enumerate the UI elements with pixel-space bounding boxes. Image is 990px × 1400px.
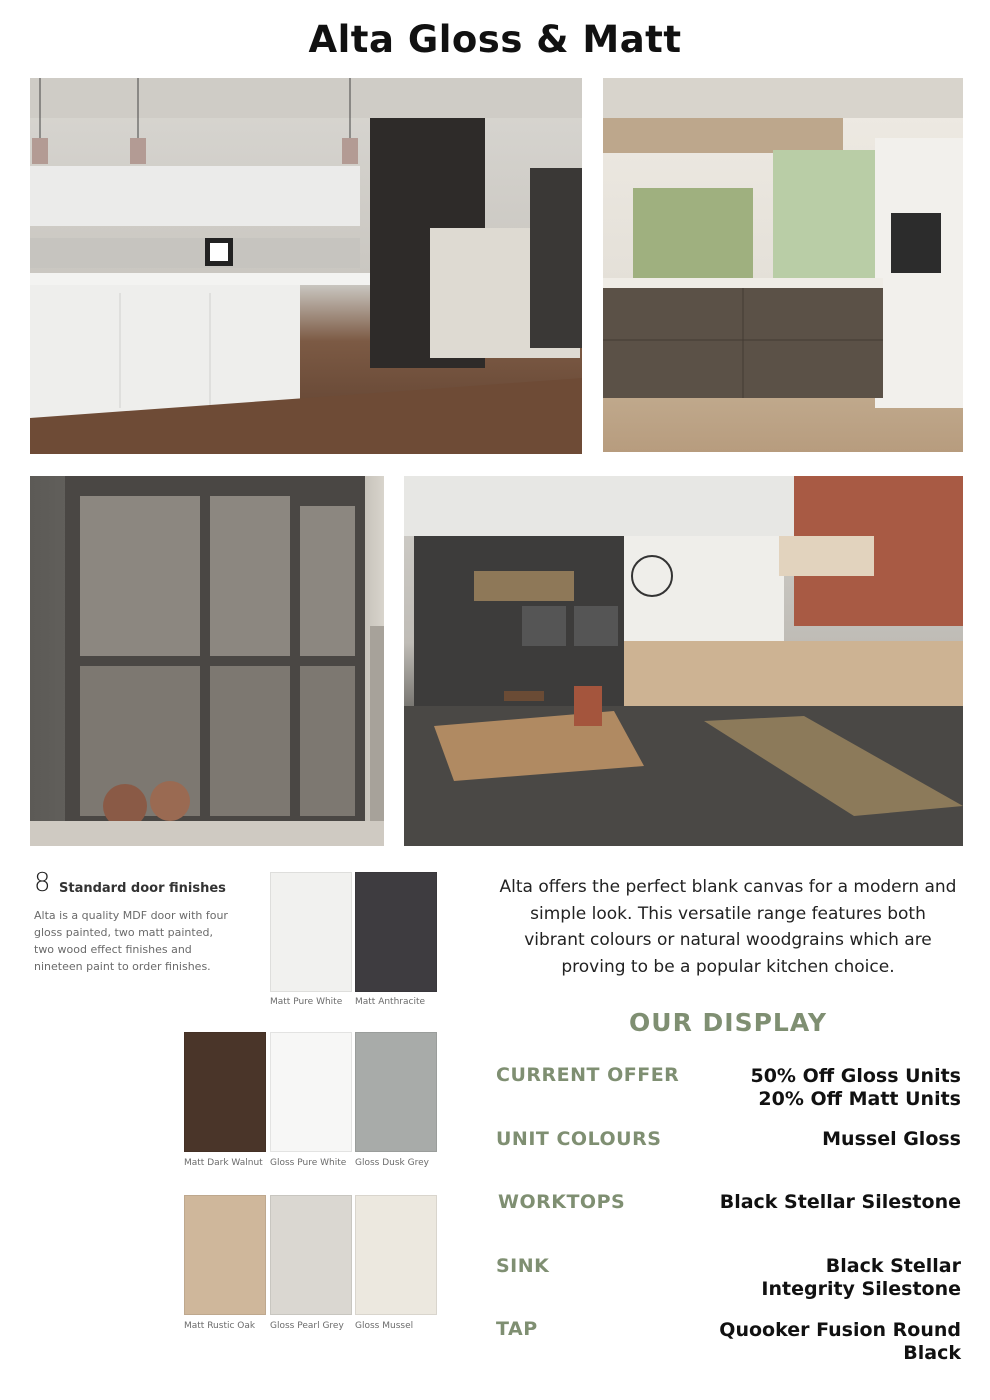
display-value-unit-colours: Mussel Gloss bbox=[822, 1128, 961, 1150]
kitchen-photo-gloss-white bbox=[30, 78, 582, 454]
swatch-matt-pure-white bbox=[270, 872, 352, 992]
swatch-label: Gloss Pure White bbox=[270, 1158, 347, 1168]
display-value-worktops: Black Stellar Silestone bbox=[719, 1191, 961, 1213]
swatch-matt-dark-walnut bbox=[184, 1032, 266, 1152]
display-label-current-offer: CURRENT OFFER bbox=[496, 1064, 680, 1086]
display-heading: OUR DISPLAY bbox=[629, 1008, 827, 1037]
swatch-matt-rustic-oak bbox=[184, 1195, 266, 1315]
swatch-label: Matt Anthracite bbox=[355, 997, 426, 1007]
intro-paragraph: Alta offers the perfect blank canvas for a modern and simple look. This versatile range features both vibrant colours or natural woodgrains which are proving to be a popular kitchen choice. bbox=[499, 877, 957, 977]
swatch-label: Matt Dark Walnut bbox=[184, 1158, 263, 1168]
display-value-sink: Black Stellar Integrity Silestone bbox=[761, 1255, 961, 1300]
swatch-gloss-dusk-grey bbox=[355, 1032, 437, 1152]
swatch-label: Matt Pure White bbox=[270, 997, 343, 1007]
display-label-unit-colours: UNIT COLOURS bbox=[496, 1128, 662, 1150]
swatch-label: Gloss Mussel bbox=[355, 1321, 414, 1331]
finish-count: 8 bbox=[34, 868, 51, 898]
display-value-tap: Quooker Fusion Round Black bbox=[719, 1319, 961, 1364]
display-label-worktops: WORKTOPS bbox=[498, 1191, 626, 1213]
finishes-heading: Standard door finishes bbox=[59, 881, 226, 896]
kitchen-photo-industrial-dining bbox=[404, 476, 963, 846]
page-title: Alta Gloss & Matt bbox=[308, 18, 682, 61]
display-value-current-offer: 50% Off Gloss Units 20% Off Matt Units bbox=[750, 1065, 961, 1110]
finishes-description: Alta is a quality MDF door with four gloss painted, two matt painted, two wood effect finishes and nineteen paint to order finishes. bbox=[34, 909, 228, 973]
swatch-matt-anthracite bbox=[355, 872, 437, 992]
swatch-gloss-pearl-grey bbox=[270, 1195, 352, 1315]
display-label-sink: SINK bbox=[496, 1255, 550, 1277]
swatch-label: Gloss Dusk Grey bbox=[355, 1158, 429, 1168]
swatch-label: Matt Rustic Oak bbox=[184, 1321, 256, 1331]
swatch-gloss-mussel bbox=[355, 1195, 437, 1315]
display-label-tap: TAP bbox=[496, 1318, 538, 1340]
kitchen-photo-woodgrain-island bbox=[603, 78, 963, 452]
swatch-label: Gloss Pearl Grey bbox=[270, 1321, 344, 1331]
kitchen-photo-glass-cabinets bbox=[30, 476, 384, 846]
swatch-gloss-pure-white bbox=[270, 1032, 352, 1152]
